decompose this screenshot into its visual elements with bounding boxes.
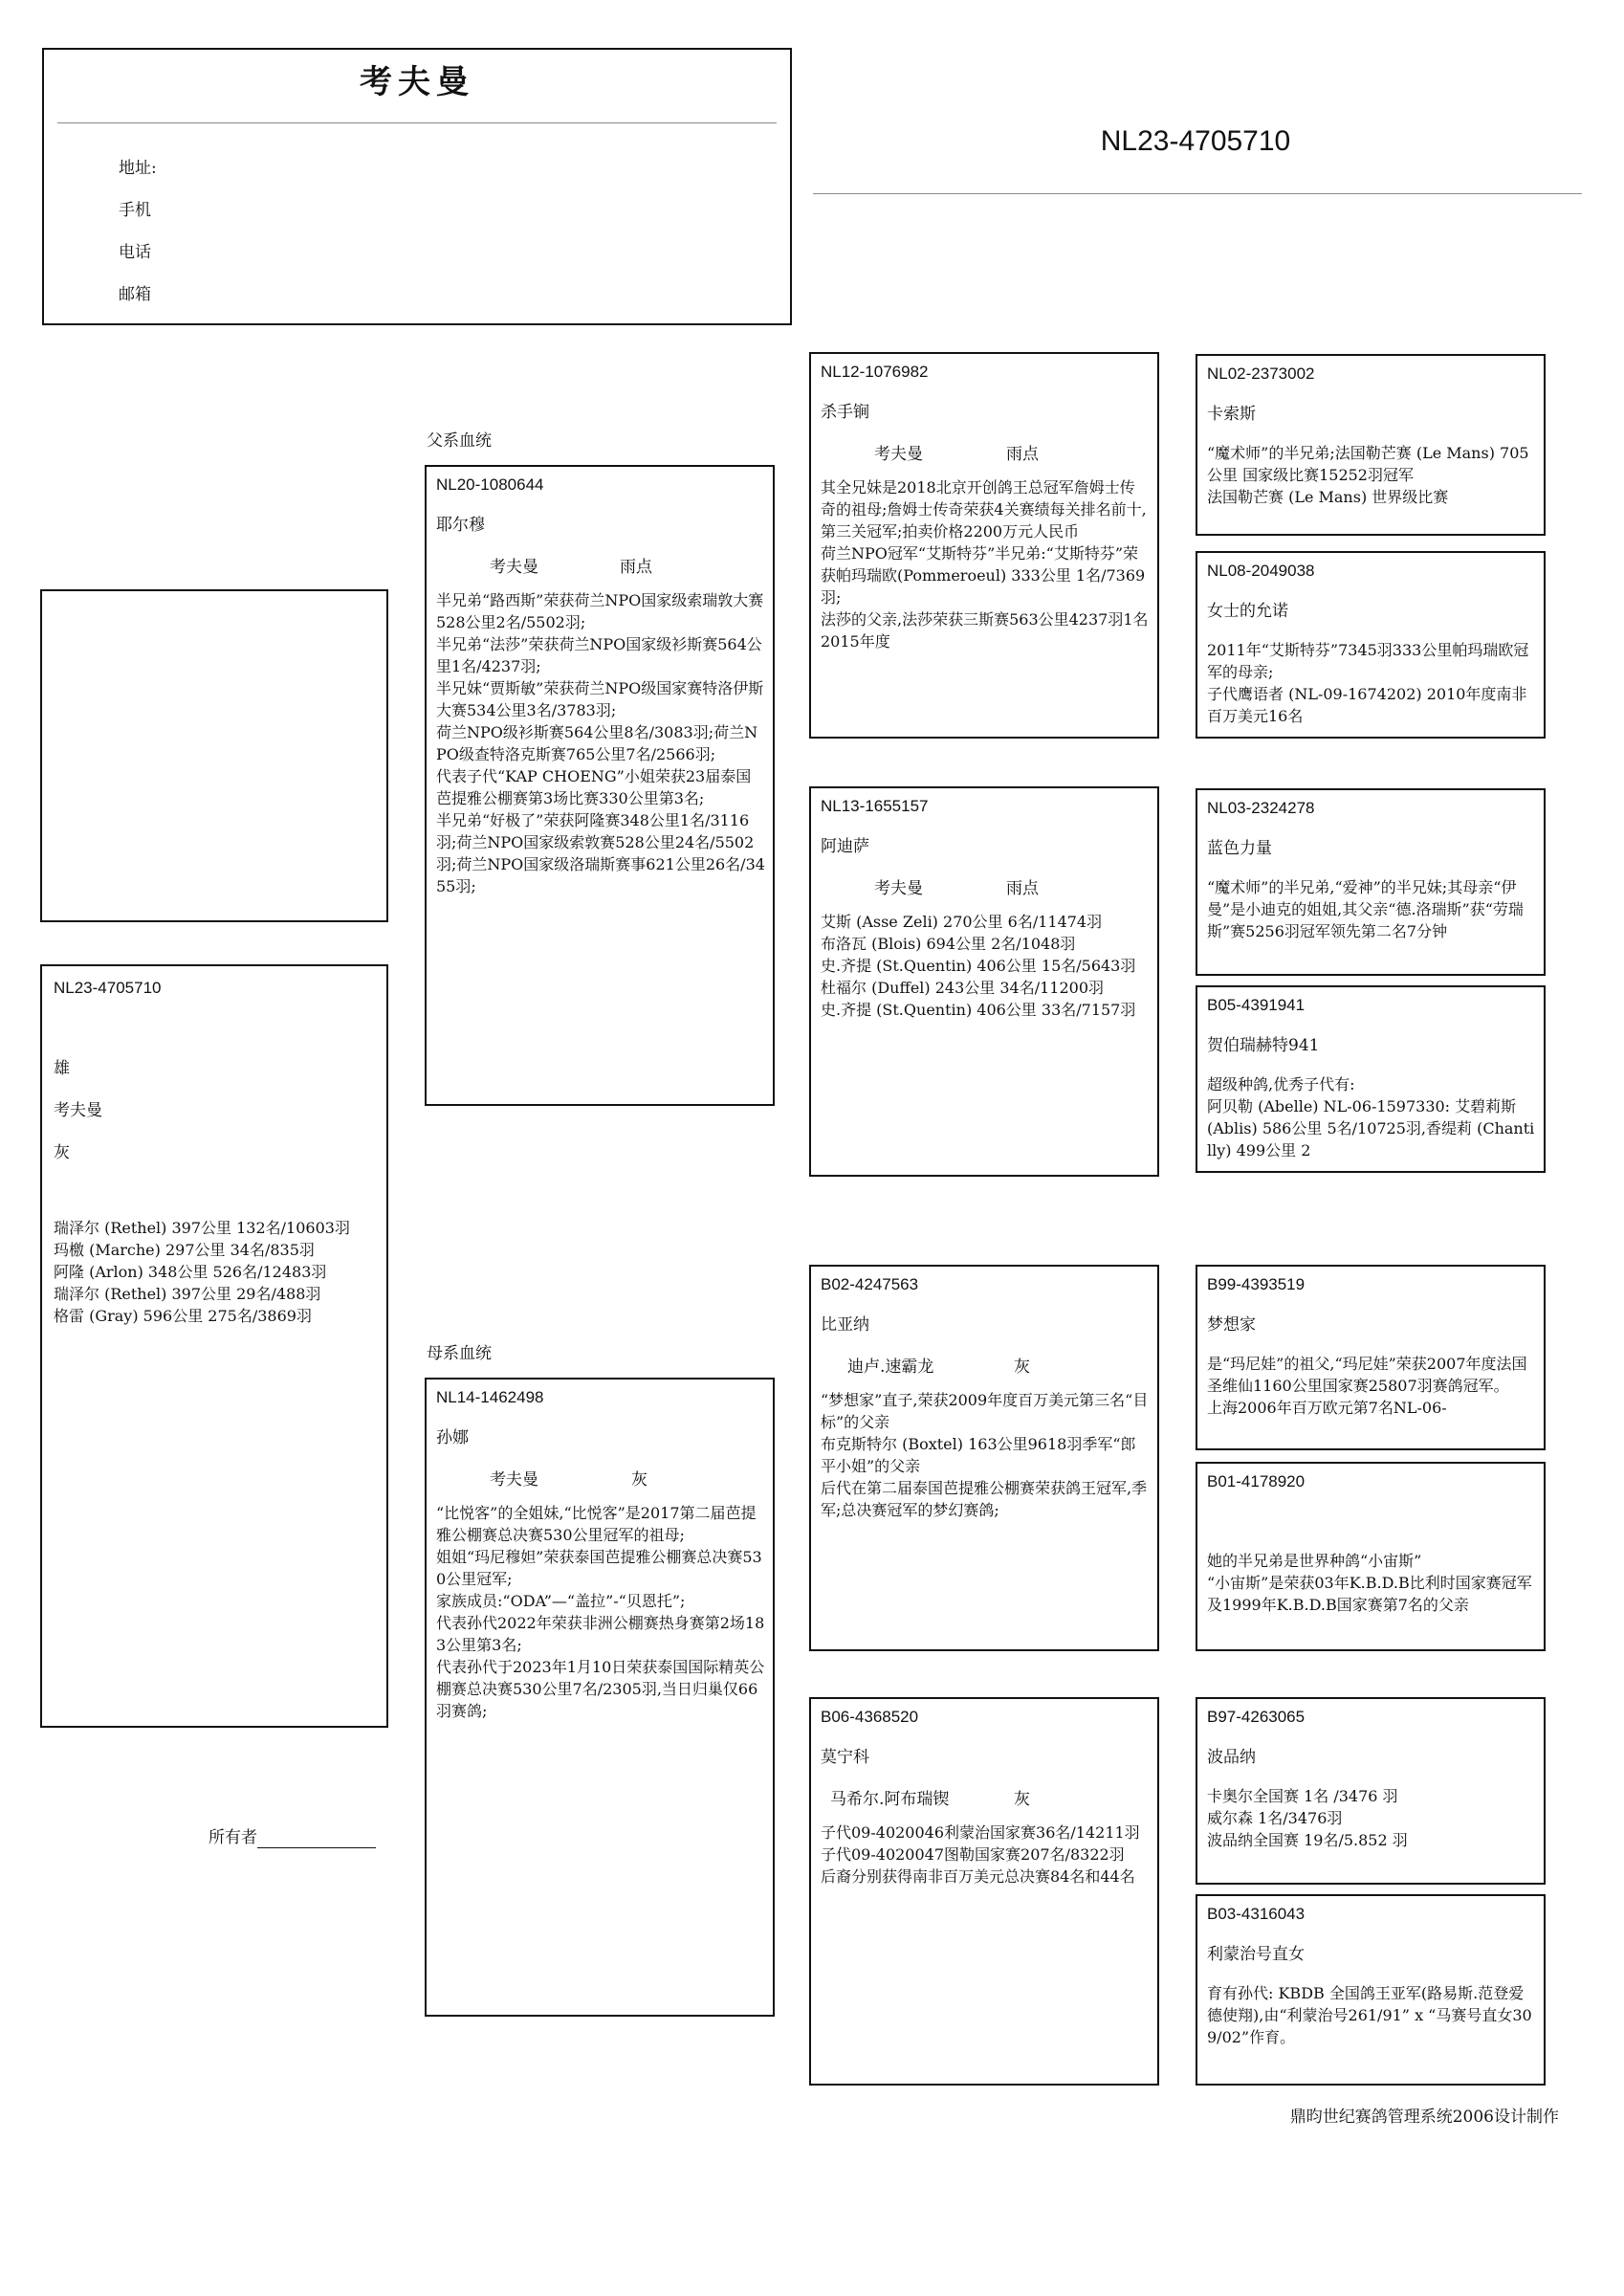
desc-line: 超级种鸽,优秀子代有: <box>1207 1075 1355 1093</box>
desc-line: 阿贝勒 (Abelle) NL-06-1597330: 艾碧莉斯 (Ablis) 586公里 5名/10725羽,香缇莉 (Chantilly) 499公里 2 <box>1207 1097 1535 1159</box>
sire-card <box>425 465 775 1106</box>
ssd-ring: NL08-2049038 <box>1207 562 1315 580</box>
result-line: 瑞泽尔 (Rethel) 397公里 132名/10603羽 <box>54 1219 350 1237</box>
dam-dam-name: 莫宁科 <box>821 1748 869 1767</box>
desc-line: 上海2006年百万欧元第7名NL-06- <box>1207 1399 1447 1417</box>
desc-line: 布克斯特尔 (Boxtel) 163公里9618羽季军“郎平小姐”的父亲 <box>821 1435 1136 1475</box>
result-line: 玛檄 (Marche) 297公里 34名/835羽 <box>54 1241 315 1259</box>
ssd-card <box>1196 551 1546 739</box>
desc-line: 荷兰NPO冠军“艾斯特芬”半兄弟:“艾斯特芬”荣获帕玛瑞欧(Pommeroeul) 333公里 1名/7369羽; <box>821 544 1146 607</box>
subject-sex: 雄 <box>54 1059 70 1078</box>
footer-credit: 鼎昀世纪赛鸽管理系统2006设计制作 <box>1289 2108 1559 2127</box>
desc-line: 子代鹰语者 (NL-09-1674202) 2010年度南非百万美元16名 <box>1207 685 1527 725</box>
main-ring-header: NL23-4705710 <box>1100 125 1291 157</box>
sire-sire-color: 雨点 <box>1006 445 1039 464</box>
owner-signature-label: 所有者 <box>208 1828 257 1847</box>
subject-ring: NL23-4705710 <box>54 979 162 997</box>
sds-ring: NL03-2324278 <box>1207 799 1315 817</box>
ddd-description <box>1207 1982 1536 2048</box>
sire-dam-breeder: 考夫曼 <box>874 879 923 898</box>
subject-breeder: 考夫曼 <box>54 1101 102 1120</box>
dam-sire-name: 比亚纳 <box>821 1315 869 1335</box>
owner-address-label: 地址: <box>119 159 157 178</box>
desc-line: 法国勒芒赛 (Le Mans) 世界级比赛 <box>1207 488 1449 506</box>
desc-line: 杜福尔 (Duffel) 243公里 34名/11200羽 <box>821 979 1105 997</box>
result-line: 瑞泽尔 (Rethel) 397公里 29名/488羽 <box>54 1285 321 1303</box>
desc-line: 她的半兄弟是世界种鸽“小宙斯” <box>1207 1552 1422 1570</box>
sire-name: 耶尔穆 <box>436 516 485 535</box>
main-ring-divider <box>813 193 1582 194</box>
desc-line: 卡奥尔全国赛 1名 /3476 羽 <box>1207 1787 1398 1805</box>
sire-breeder: 考夫曼 <box>490 558 538 577</box>
desc-line: 育有孙代: KBDB 全国鸽王亚军(路易斯.范登爱德使翔),由“利蒙治号261/91” x “马赛号直女309/02”作育。 <box>1207 1984 1532 2046</box>
dam-section-label: 母系血统 <box>427 1344 492 1363</box>
dam-sire-description <box>821 1389 1150 1521</box>
desc-line: 后裔分别获得南非百万美元总决赛84名和44名 <box>821 1867 1135 1886</box>
dds-name: 波品纳 <box>1207 1748 1256 1767</box>
sss-card <box>1196 354 1546 536</box>
desc-line: 半兄妹“贾斯敏”荣获荷兰NPO级国家赛特洛伊斯大赛534公里3名/3783羽; <box>436 679 764 719</box>
sire-sire-breeder: 考夫曼 <box>874 445 923 464</box>
dam-sire-color: 灰 <box>1014 1358 1030 1377</box>
desc-line: 史.齐提 (St.Quentin) 406公里 33名/7157羽 <box>821 1001 1136 1019</box>
desc-line: 子代09-4020046利蒙治国家赛36名/14211羽 <box>821 1823 1140 1842</box>
subject-card <box>40 964 388 1728</box>
dam-dam-card <box>809 1697 1159 2086</box>
owner-signature-line <box>257 1847 376 1848</box>
sdd-ring: B05-4391941 <box>1207 996 1306 1014</box>
sire-dam-color: 雨点 <box>1006 879 1039 898</box>
dam-dam-description <box>821 1821 1150 1888</box>
owner-divider <box>57 122 777 123</box>
desc-line: “比悦客”的全姐妹,“比悦客”是2017第二届芭提雅公棚赛总决赛530公里冠军的祖母; <box>436 1504 757 1544</box>
dam-breeder: 考夫曼 <box>490 1470 538 1490</box>
sire-sire-ring: NL12-1076982 <box>821 363 929 381</box>
ssd-description <box>1207 639 1536 727</box>
desc-line: 姐姐“玛尼穆妲”荣获泰国芭提雅公棚赛总决赛530公里冠军; <box>436 1548 762 1588</box>
sire-sire-name: 杀手锏 <box>821 403 869 422</box>
desc-line: 半兄弟“法莎”荣获荷兰NPO国家级衫斯赛564公里1名/4237羽; <box>436 635 762 675</box>
sss-description <box>1207 442 1536 508</box>
dss-ring: B99-4393519 <box>1207 1275 1306 1293</box>
dam-dam-color: 灰 <box>1014 1790 1030 1809</box>
sdd-name: 贺伯瑞赫特941 <box>1207 1036 1320 1055</box>
dds-card <box>1196 1697 1546 1885</box>
dam-sire-breeder: 迪卢.速霸龙 <box>847 1358 934 1377</box>
desc-line: 代表孙代于2023年1月10日荣获泰国国际精英公棚赛总决赛530公里7名/2305羽,当日归巢仅66羽赛鸽; <box>436 1658 765 1720</box>
dam-color: 灰 <box>631 1470 647 1490</box>
owner-mobile-label: 手机 <box>119 201 151 220</box>
dss-description <box>1207 1353 1536 1419</box>
desc-line: 后代在第二届泰国芭提雅公棚赛荣获鸽王冠军,季军;总决赛冠军的梦幻赛鸽; <box>821 1479 1148 1519</box>
sss-ring: NL02-2373002 <box>1207 364 1315 383</box>
sire-description <box>436 589 765 897</box>
sds-card <box>1196 788 1546 976</box>
sire-sire-card <box>809 352 1159 739</box>
sire-section-label: 父系血统 <box>427 431 492 451</box>
photo-frame <box>40 589 388 922</box>
ddd-card <box>1196 1894 1546 2086</box>
ddd-ring: B03-4316043 <box>1207 1905 1306 1923</box>
desc-line: 波品纳全国赛 19名/5.852 羽 <box>1207 1831 1408 1849</box>
sire-dam-name: 阿迪萨 <box>821 837 869 856</box>
dsd-ring: B01-4178920 <box>1207 1472 1306 1490</box>
sds-name: 蓝色力量 <box>1207 839 1272 858</box>
owner-signature <box>208 1827 376 1848</box>
desc-line: 其全兄妹是2018北京开创鸽王总冠军詹姆士传奇的祖母;詹姆士传奇荣获4关赛绩每关排名前十,第三关冠军;拍卖价格2200万元人民币 <box>821 478 1147 541</box>
desc-line: “梦想家”直子,荣获2009年度百万美元第三名“目标”的父亲 <box>821 1391 1149 1431</box>
dam-description <box>436 1502 765 1722</box>
desc-line: 半兄弟“路西斯”荣获荷兰NPO国家级索瑞敦大赛528公里2名/5502羽; <box>436 591 764 631</box>
desc-line: 家族成员:“ODA”—“盖拉”-“贝恩托”; <box>436 1592 686 1610</box>
dsd-description <box>1207 1550 1536 1616</box>
dam-sire-card <box>809 1265 1159 1651</box>
dam-ring: NL14-1462498 <box>436 1388 544 1406</box>
dds-ring: B97-4263065 <box>1207 1708 1306 1726</box>
subject-color: 灰 <box>54 1143 70 1162</box>
owner-email-label: 邮箱 <box>119 285 151 304</box>
ssd-name: 女士的允诺 <box>1207 602 1288 621</box>
owner-card <box>42 48 792 325</box>
desc-line: 子代09-4020047图勒国家赛207名/8322羽 <box>821 1845 1125 1864</box>
sire-dam-card <box>809 786 1159 1177</box>
desc-line: 代表子代“KAP CHOENG”小姐荣获23届泰国芭提雅公棚赛第3场比赛330公里第3名; <box>436 767 752 807</box>
desc-line: “魔术师”的半兄弟;法国勒芒赛 (Le Mans) 705公里 国家级比赛15252羽冠军 <box>1207 444 1529 484</box>
desc-line: 布洛瓦 (Blois) 694公里 2名/1048羽 <box>821 935 1076 953</box>
dds-description <box>1207 1785 1536 1851</box>
desc-line: 法莎的父亲,法莎荣获三斯赛563公里4237羽1名2015年度 <box>821 610 1149 651</box>
desc-line: 2011年“艾斯特芬”7345羽333公里帕玛瑞欧冠军的母亲; <box>1207 641 1529 681</box>
owner-phone-label: 电话 <box>119 243 151 262</box>
desc-line: 艾斯 (Asse Zeli) 270公里 6名/11474羽 <box>821 913 1103 931</box>
desc-line: 代表孙代2022年荣获非洲公棚赛热身赛第2场183公里第3名; <box>436 1614 765 1654</box>
sire-dam-description <box>821 911 1150 1021</box>
dsd-card <box>1196 1462 1546 1651</box>
ddd-name: 利蒙治号直女 <box>1207 1945 1305 1964</box>
sds-description <box>1207 876 1536 942</box>
desc-line: “魔术师”的半兄弟,“爱神”的半兄妹;其母亲“伊曼”是小迪克的姐姐,其父亲“德.洛瑞斯”获“劳瑞斯”赛5256羽冠军领先第二名7分钟 <box>1207 878 1524 940</box>
dam-sire-ring: B02-4247563 <box>821 1275 919 1293</box>
sire-dam-ring: NL13-1655157 <box>821 797 929 815</box>
dss-name: 梦想家 <box>1207 1315 1256 1335</box>
sdd-card <box>1196 985 1546 1173</box>
sire-color: 雨点 <box>620 558 652 577</box>
dam-card <box>425 1378 775 2017</box>
sire-sire-description <box>821 476 1150 652</box>
owner-name: 考夫曼 <box>360 63 474 101</box>
desc-line: 是“玛尼娃”的祖父,“玛尼娃”荣获2007年度法国圣维仙1160公里国家赛25807羽赛鸽冠军。 <box>1207 1355 1527 1395</box>
desc-line: 荷兰NPO级衫斯赛564公里8名/3083羽;荷兰NPO级查特洛克斯赛765公里7名/2566羽; <box>436 723 758 763</box>
dam-name: 孙娜 <box>436 1428 469 1447</box>
result-line: 格雷 (Gray) 596公里 275名/3869羽 <box>54 1307 312 1325</box>
dss-card <box>1196 1265 1546 1450</box>
desc-line: 半兄弟“好极了”荣获阿隆赛348公里1名/3116羽;荷兰NPO国家级索敦赛528公里24名/5502羽;荷兰NPO国家级洛瑞斯赛事621公里26名/3455羽; <box>436 811 765 895</box>
sss-name: 卡索斯 <box>1207 405 1256 424</box>
desc-line: 史.齐提 (St.Quentin) 406公里 15名/5643羽 <box>821 957 1136 975</box>
dam-dam-ring: B06-4368520 <box>821 1708 919 1726</box>
sdd-description <box>1207 1073 1536 1161</box>
subject-results <box>54 1217 377 1327</box>
result-line: 阿隆 (Arlon) 348公里 526名/12483羽 <box>54 1263 327 1281</box>
sire-ring: NL20-1080644 <box>436 475 544 494</box>
dam-dam-breeder: 马希尔.阿布瑞锲 <box>830 1790 950 1809</box>
desc-line: “小宙斯”是荣获03年K.B.D.B比利时国家赛冠军及1999年K.B.D.B国家赛第7名的父亲 <box>1207 1574 1532 1614</box>
desc-line: 威尔森 1名/3476羽 <box>1207 1809 1343 1827</box>
